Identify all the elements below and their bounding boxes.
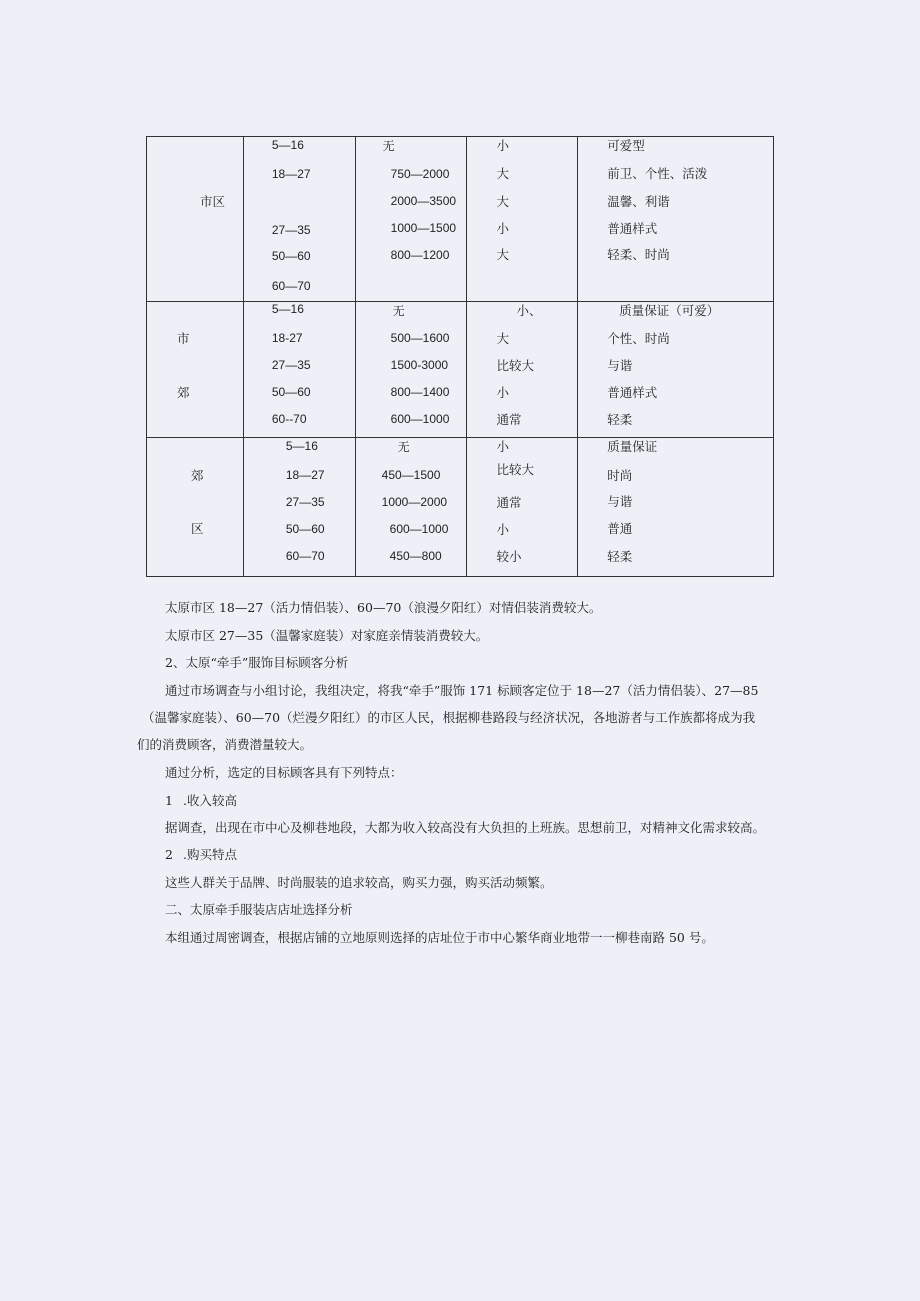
section-heading: 二、太原牵手服装店店址选择分析 <box>165 902 353 917</box>
age-value: 50—60 <box>285 522 325 536</box>
style-value: 温馨、利谐 <box>607 194 670 209</box>
style-value: 轻柔 <box>607 549 633 564</box>
age-value: 50—60 <box>271 385 311 399</box>
age-value: 27—35 <box>271 223 311 237</box>
age-value: 50—60 <box>271 249 311 263</box>
age-value: 18-27 <box>271 331 303 345</box>
table-row-suburb <box>147 438 774 577</box>
style-value: 质量保证 <box>607 439 658 454</box>
age-value: 5—16 <box>271 302 304 316</box>
region-label: 郊 <box>191 468 204 483</box>
paragraph: 太原市区 27—35（温馨家庭装）对家庭亲情装消费较大。 <box>165 628 489 643</box>
income-value: 800—1200 <box>390 248 450 262</box>
age-value: 18—27 <box>271 167 311 181</box>
paragraph: 据调查，出现在市中心及柳巷地段，大都为收入较高没有大负担的上班族。思想前卫，对精神文化需求较高。 <box>165 820 766 835</box>
income-value: 1500-3000 <box>390 358 449 372</box>
income-value: 600—1000 <box>390 412 450 426</box>
style-value: 普通样式 <box>607 385 658 400</box>
age-value: 27—35 <box>285 495 325 509</box>
age-cell <box>243 137 355 302</box>
demand-value: 通常 <box>496 412 522 427</box>
demand-value: 小 <box>496 522 509 537</box>
age-value: 5—16 <box>285 439 318 453</box>
income-cell <box>355 438 467 577</box>
income-value: 无 <box>392 304 405 318</box>
demand-value: 大 <box>496 247 509 262</box>
income-value: 450—800 <box>389 549 442 563</box>
demand-value: 小 <box>496 221 509 236</box>
list-item-title: .收入较高 <box>183 793 237 808</box>
style-value: 普通样式 <box>607 221 658 236</box>
paragraph-line: 们的消费顾客，消费潜量较大。 <box>137 737 313 752</box>
income-value: 450—1500 <box>381 468 441 482</box>
demand-value: 较小 <box>496 549 522 564</box>
income-value: 1000—1500 <box>390 221 457 235</box>
table-row-suburb-near <box>147 302 774 438</box>
demand-cell <box>467 137 578 302</box>
style-value: 轻柔 <box>607 412 633 427</box>
paragraph-line: （温馨家庭装）、60—70（烂漫夕阳红）的市区人民，根据柳巷路段与经济状况，各地游者与工作族都将成为我 <box>142 710 756 725</box>
income-value: 600—1000 <box>389 522 449 536</box>
style-cell <box>578 302 774 438</box>
paragraph: 这些人群关于品牌、时尚服装的追求较高，购买力强，购买活动频繁。 <box>165 875 553 890</box>
paragraph: 太原市区 18—27（活力情侣装）、60—70（浪漫夕阳红）对情侣装消费较大。 <box>165 600 602 615</box>
demand-value: 通常 <box>496 495 522 510</box>
style-value: 普通 <box>607 521 633 536</box>
demand-value: 小 <box>496 439 509 454</box>
style-cell <box>578 137 774 302</box>
section-heading: 2、太原“牵手”服饰目标顾客分析 <box>165 655 349 670</box>
income-value: 800—1400 <box>390 385 450 399</box>
age-value: 27—35 <box>271 358 311 372</box>
income-value: 无 <box>382 139 395 153</box>
region-cell <box>147 302 244 438</box>
style-value: 质量保证（可爱） <box>619 303 720 318</box>
paragraph-line: 通过市场调查与小组讨论，我组决定，将我“牵手”服饰 171 标顾客定位于 18—27（活力情侣装）、27—85 <box>165 683 759 698</box>
age-value: 60--70 <box>271 412 307 426</box>
style-value: 时尚 <box>607 468 633 483</box>
demand-value: 大 <box>496 194 509 209</box>
age-value: 60—70 <box>285 549 325 563</box>
demand-value: 小 <box>496 385 509 400</box>
demand-cell <box>467 438 578 577</box>
style-value: 轻柔、时尚 <box>607 247 670 262</box>
demand-value: 小、 <box>516 303 542 318</box>
age-cell <box>243 302 355 438</box>
age-cell <box>243 438 355 577</box>
demand-value: 小 <box>496 138 509 153</box>
age-value: 5—16 <box>271 138 304 152</box>
income-value: 2000—3500 <box>390 194 457 208</box>
style-value: 可爱型 <box>607 138 645 153</box>
region-cell <box>147 137 244 302</box>
customer-survey-table <box>146 136 774 577</box>
paragraph: 本组通过周密调查，根据店铺的立地原则选择的店址位于市中心繁华商业地带一一柳巷南路 50 号。 <box>165 930 714 945</box>
age-value: 60—70 <box>271 279 311 293</box>
income-value: 500—1600 <box>390 331 450 345</box>
region-label: 区 <box>191 521 204 536</box>
region-cell <box>147 438 244 577</box>
income-value: 无 <box>397 440 410 454</box>
list-item-title: .购买特点 <box>183 847 237 862</box>
style-value: 与谐 <box>607 358 633 373</box>
style-cell <box>578 438 774 577</box>
style-value: 前卫、个性、活泼 <box>607 166 708 181</box>
age-value: 18—27 <box>285 468 325 482</box>
income-cell <box>355 137 467 302</box>
demand-cell <box>467 302 578 438</box>
list-item-number: 2 <box>165 847 173 862</box>
demand-value: 大 <box>496 331 509 346</box>
region-label: 市区 <box>200 194 226 209</box>
list-item-number: 1 <box>165 793 173 808</box>
demand-value: 大 <box>496 166 509 181</box>
paragraph: 通过分析，选定的目标顾客具有下列特点： <box>165 765 403 780</box>
demand-value: 比较大 <box>496 358 534 373</box>
style-value: 与谐 <box>607 494 633 509</box>
income-value: 1000—2000 <box>381 495 448 509</box>
table-row-urban <box>147 137 774 302</box>
demand-value: 比较大 <box>496 462 534 477</box>
style-value: 个性、时尚 <box>607 331 670 346</box>
region-label: 市 <box>177 331 190 346</box>
income-cell <box>355 302 467 438</box>
income-value: 750—2000 <box>390 167 450 181</box>
region-label: 郊 <box>177 385 190 400</box>
